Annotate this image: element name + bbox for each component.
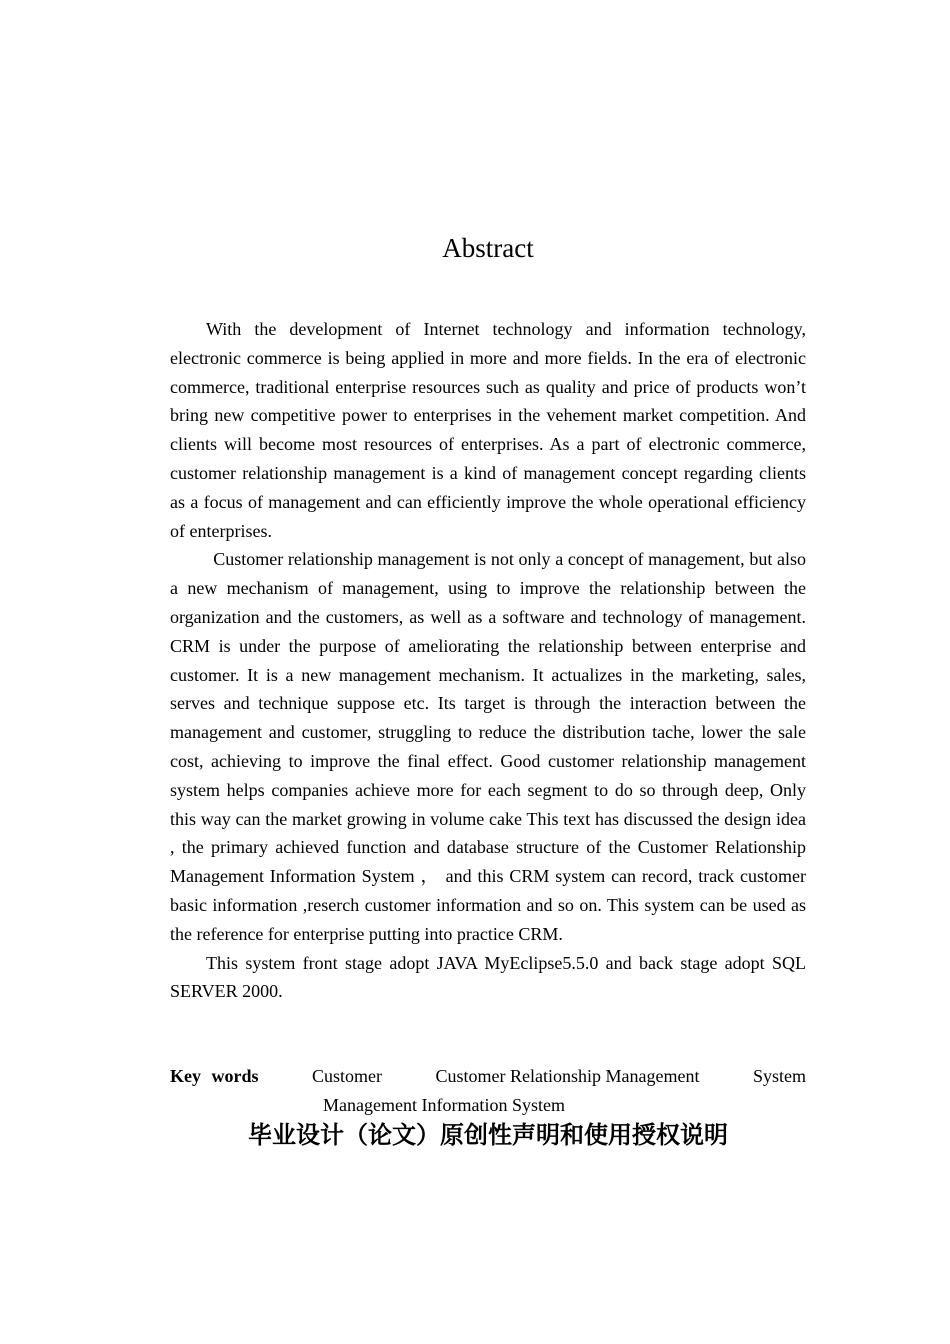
keyword-item: Management Information System (323, 1094, 565, 1115)
keywords-row-continued (170, 1091, 806, 1120)
keywords-label: Key words (170, 1066, 259, 1086)
declaration-heading: 毕业设计（论文）原创性声明和使用授权说明 (248, 1121, 728, 1149)
keywords-section (170, 1062, 806, 1120)
abstract-paragraph-2: Customer relationship management is not only a concept of management, but also a new mechanism of management, using to improve the relationship between the organization and the customers, as well as a software and technology of management. CRM is under the purpose of ameliorating the relationship between enterprise and customer. It is a new management mechanism. It actualizes in the marketing, sales, serves and technique suppose etc. Its target is through the interaction between the management and customer, struggling to reduce the distribution tache, lower the sale cost, achieving to improve the final effect. Good customer relationship management system helps companies achieve more for each segment to do so through deep, Only this way can the market growing in volume cake This text has discussed the design idea , the primary achieved function and database structure of the Customer Relationship Management Information System ， and this CRM system can record, track customer basic information ,reserch customer information and so on. This system can be used as the reference for enterprise putting into practice CRM. (170, 549, 806, 944)
abstract-body (170, 315, 806, 1006)
keyword-item: System (752, 1066, 806, 1086)
abstract-paragraph-3: This system front stage adopt JAVA MyEclipse5.5.0 and back stage adopt SQL SERVER 2000. (170, 952, 806, 1002)
keyword-item: Customer (312, 1066, 382, 1086)
keyword-item: Customer Relationship Management (435, 1066, 700, 1086)
abstract-title: Abstract (442, 233, 534, 263)
keywords-row (170, 1062, 806, 1091)
abstract-paragraph-1: With the development of Internet technology and information technology, electronic commerce is being applied in more and more fields. In the era of electronic commerce, traditional enterprise resources such as quality and price of products won’t bring new competitive power to enterprises in the vehement market competition. And clients will become most resources of enterprises. As a part of electronic commerce, customer relationship management is a kind of management concept regarding clients as a focus of management and can efficiently improve the whole operational efficiency of enterprises. (170, 319, 806, 541)
